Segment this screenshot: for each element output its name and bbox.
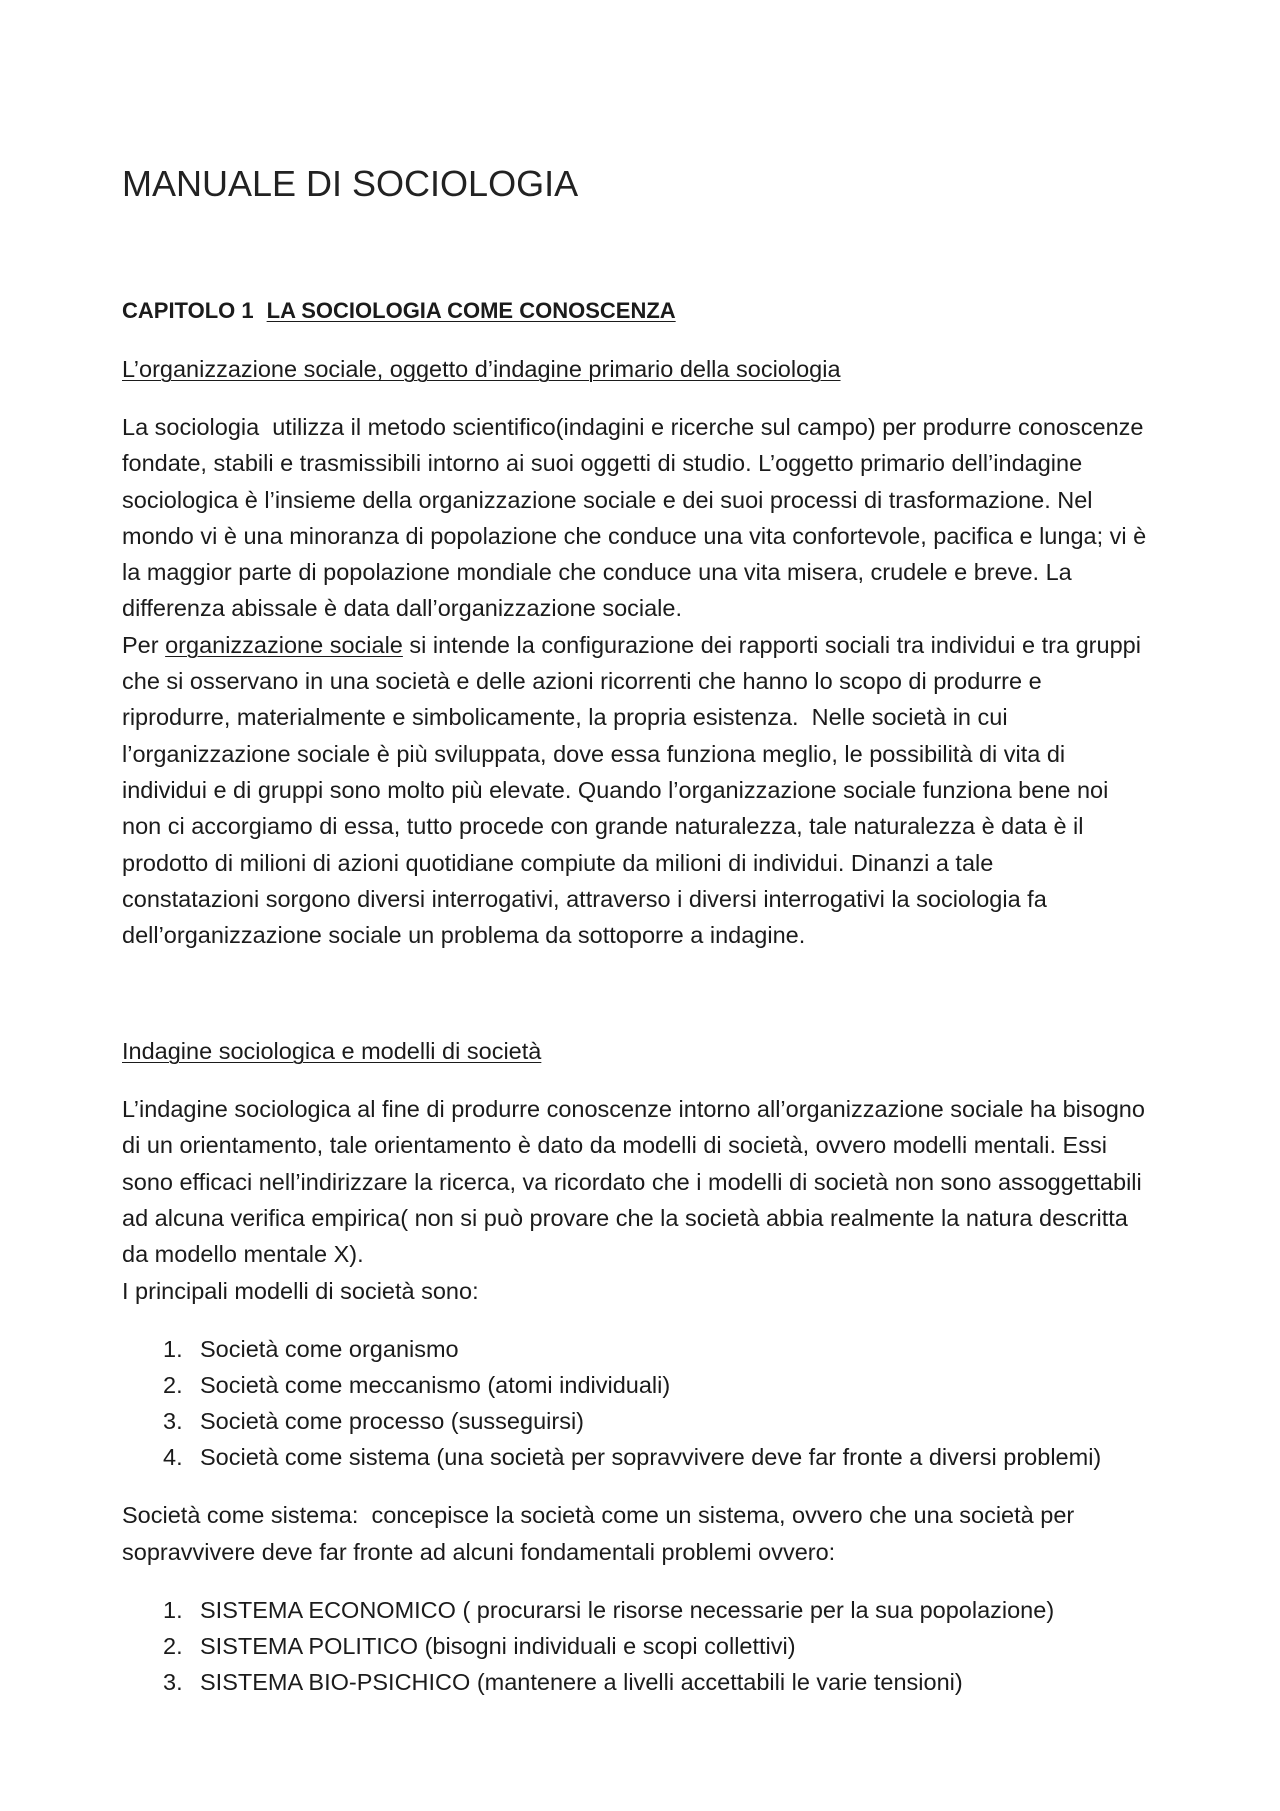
chapter-heading [122,293,1160,329]
paragraph-line: sociologica è l’insieme della organizzazione sociale e dei suoi processi di trasformazione. Nel [122,486,1093,513]
chapter-number: CAPITOLO 1 [122,298,254,323]
document-title: MANUALE DI SOCIOLOGIA [122,163,579,204]
paragraph-line: di un orientamento, tale orientamento è dato da modelli di società, ovvero modelli mentali. Essi [122,1132,1107,1159]
section-heading [122,351,1160,387]
section-heading-text: Indagine sociologica e modelli di società [122,1038,542,1065]
list-item-number: 3. [163,1669,183,1696]
list-item-text: SISTEMA ECONOMICO ( procurarsi le risorse necessarie per la sua popolazione) [200,1596,1055,1623]
list-item-number: 1. [163,1596,183,1623]
section-heading-text: L’organizzazione sociale, oggetto d’indagine primario della sociologia [122,355,841,382]
definition-text: si intende la configurazione dei rapporti sociali tra individui e tra gruppi [402,631,1141,658]
paragraph-line: l’organizzazione sociale è più sviluppata, dove essa funziona meglio, le possibilità di vita di [122,740,1066,767]
list-item [122,1331,1160,1367]
paragraph-line: individui e di gruppi sono molto più elevate. Quando l’organizzazione sociale funziona bene noi [122,776,1109,803]
paragraph-line: sopravvivere deve far fronte ad alcuni fondamentali problemi ovvero: [122,1538,836,1565]
paragraph-line: prodotto di milioni di azioni quotidiane compiute da milioni di individui. Dinanzi a tale [122,849,994,876]
list-item-number: 3. [163,1408,183,1435]
list-item [122,1367,1160,1403]
paragraph-line: fondate, stabili e trasmissibili intorno ai suoi oggetti di studio. L’oggetto primario dell’indagine [122,450,1083,477]
paragraph [122,1091,1160,1309]
paragraph-line: constatazioni sorgono diversi interrogativi, attraverso i diversi interrogativi la sociologia fa [122,885,1047,912]
paragraph-line: riprodurre, materialmente e simbolicamente, la propria esistenza. Nelle società in cui [122,704,1008,731]
numbered-list [122,1592,1160,1701]
list-item-number: 2. [163,1371,183,1398]
paragraph-line: dell’organizzazione sociale un problema da sottoporre a indagine. [122,922,806,949]
paragraph-line: ad alcuna verifica empirica( non si può provare che la società abbia realmente la natura descritta [122,1204,1128,1231]
list-item [122,1403,1160,1439]
list-item [122,1628,1160,1664]
list-item-text: SISTEMA POLITICO (bisogni individuali e scopi collettivi) [200,1633,796,1659]
list-item-number: 2. [163,1633,183,1659]
list-item [122,1439,1160,1475]
paragraph-line: mondo vi è una minoranza di popolazione che conduce una vita confortevole, pacifica e lunga; vi è [122,522,1147,549]
paragraph-line: la maggior parte di popolazione mondiale che conduce una vita misera, crudele e breve. La [122,559,1072,586]
paragraph-line: I principali modelli di società sono: [122,1277,479,1304]
definition-prefix: Per [122,631,166,658]
paragraph [122,409,1160,953]
list-item [122,1664,1160,1700]
list-item-number: 1. [163,1335,183,1362]
paragraph-line: Società come sistema: concepisce la società come un sistema, ovvero che una società per [122,1502,1075,1529]
list-item-text: Società come processo (susseguirsi) [200,1408,584,1435]
paragraph [122,1497,1160,1570]
paragraph-line: differenza abissale è data dall’organizzazione sociale. [122,595,683,622]
list-item-text: Società come sistema (una società per sopravvivere deve far fronte a diversi problemi) [200,1444,1102,1471]
paragraph-line: La sociologia utilizza il metodo scientifico(indagini e ricerche sul campo) per produrre conoscenze [122,413,1144,440]
chapter-title: LA SOCIOLOGIA COME CONOSCENZA [266,298,676,323]
empty-paragraph [122,975,1160,1011]
document-body [122,162,1160,1722]
paragraph-line: che si osservano in una società e delle azioni ricorrenti che hanno lo scopo di produrre e [122,668,1042,695]
list-item-text: Società come meccanismo (atomi individuali) [200,1371,671,1398]
numbered-list [122,1331,1160,1476]
list-item-text: Società come organismo [200,1335,459,1362]
list-item-number: 4. [163,1444,183,1471]
defined-term: organizzazione sociale [165,631,403,658]
paragraph-line: non ci accorgiamo di essa, tutto procede con grande naturalezza, tale naturalezza è data è il [122,813,1084,840]
list-item-text: SISTEMA BIO-PSICHICO (mantenere a livelli accettabili le varie tensioni) [200,1669,963,1696]
definition-line [122,627,1160,663]
list-item [122,1592,1160,1628]
paragraph-line: da modello mentale X). [122,1241,364,1268]
paragraph-line: sono efficaci nell’indirizzare la ricerca, va ricordato che i modelli di società non sono assoggettabili [122,1168,1142,1195]
paragraph-line: L’indagine sociologica al fine di produrre conoscenze intorno all’organizzazione sociale ha bisogno [122,1096,1145,1123]
section-heading [122,1033,1160,1069]
